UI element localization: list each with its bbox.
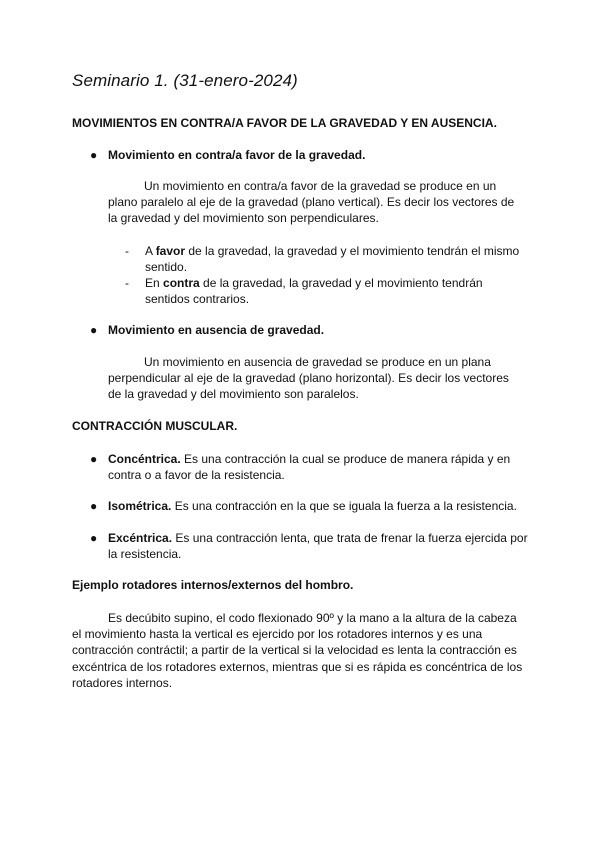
- dash-text: En contra de la gravedad, la gravedad y el movimiento tendrán sentidos contrarios.: [145, 276, 483, 307]
- bullet-label: Movimiento en contra/a favor de la gravedad.: [108, 148, 366, 162]
- bullet-icon: ●: [90, 323, 98, 337]
- bullet-icon: ●: [90, 148, 98, 162]
- page-title: Seminario 1. (31-enero-2024): [72, 71, 298, 90]
- section-heading-movimientos: MOVIMIENTOS EN CONTRA/A FAVOR DE LA GRAVEDAD Y EN AUSENCIA.: [72, 116, 497, 130]
- paragraph-ausencia: Un movimiento en ausencia de gravedad se produce en un plana perpendicular al eje de la gravedad (plano horizontal). Es decir los vectores de la gravedad y del movimiento son paralelos.: [108, 355, 509, 402]
- bullet-icon: ●: [90, 452, 98, 466]
- bullet-text: Concéntrica. Es una contracción la cual se produce de manera rápida y en contra o a favor de la resistencia.: [108, 452, 511, 483]
- bullet-text: Isométrica. Es una contracción en la que se iguala la fuerza a la resistencia.: [108, 499, 517, 513]
- dash-icon: -: [125, 276, 129, 290]
- dash-text: A favor de la gravedad, la gravedad y el movimiento tendrán el mismo sentido.: [145, 244, 520, 275]
- dash-icon: -: [125, 244, 129, 258]
- paragraph-contra-favor: Un movimiento en contra/a favor de la gravedad se produce en un plano paralelo al eje de la gravedad (plano vertical). Es decir los vectores de la gravedad y del movimiento son perpendiculares.: [108, 179, 515, 226]
- section-heading-contraccion: CONTRACCIÓN MUSCULAR.: [72, 419, 238, 433]
- section-heading-ejemplo: Ejemplo rotadores internos/externos del hombro.: [72, 578, 354, 592]
- bullet-label: Movimiento en ausencia de gravedad.: [108, 323, 325, 337]
- bullet-text: Excéntrica. Es una contracción lenta, que trata de frenar la fuerza ejercida por la resistencia.: [108, 531, 528, 562]
- paragraph-ejemplo: Es decúbito supino, el codo flexionado 90º y la mano a la altura de la cabeza el movimiento hasta la vertical es ejercido por los rotadores internos y es una contracción contráctil; a partir de la vertical si la velocidad es lenta la contracción es excéntrica de los rotadores externos, mientras que si es rápida es concéntrica de los rotadores internos.: [72, 611, 523, 690]
- bullet-icon: ●: [90, 531, 98, 545]
- bullet-icon: ●: [90, 499, 98, 513]
